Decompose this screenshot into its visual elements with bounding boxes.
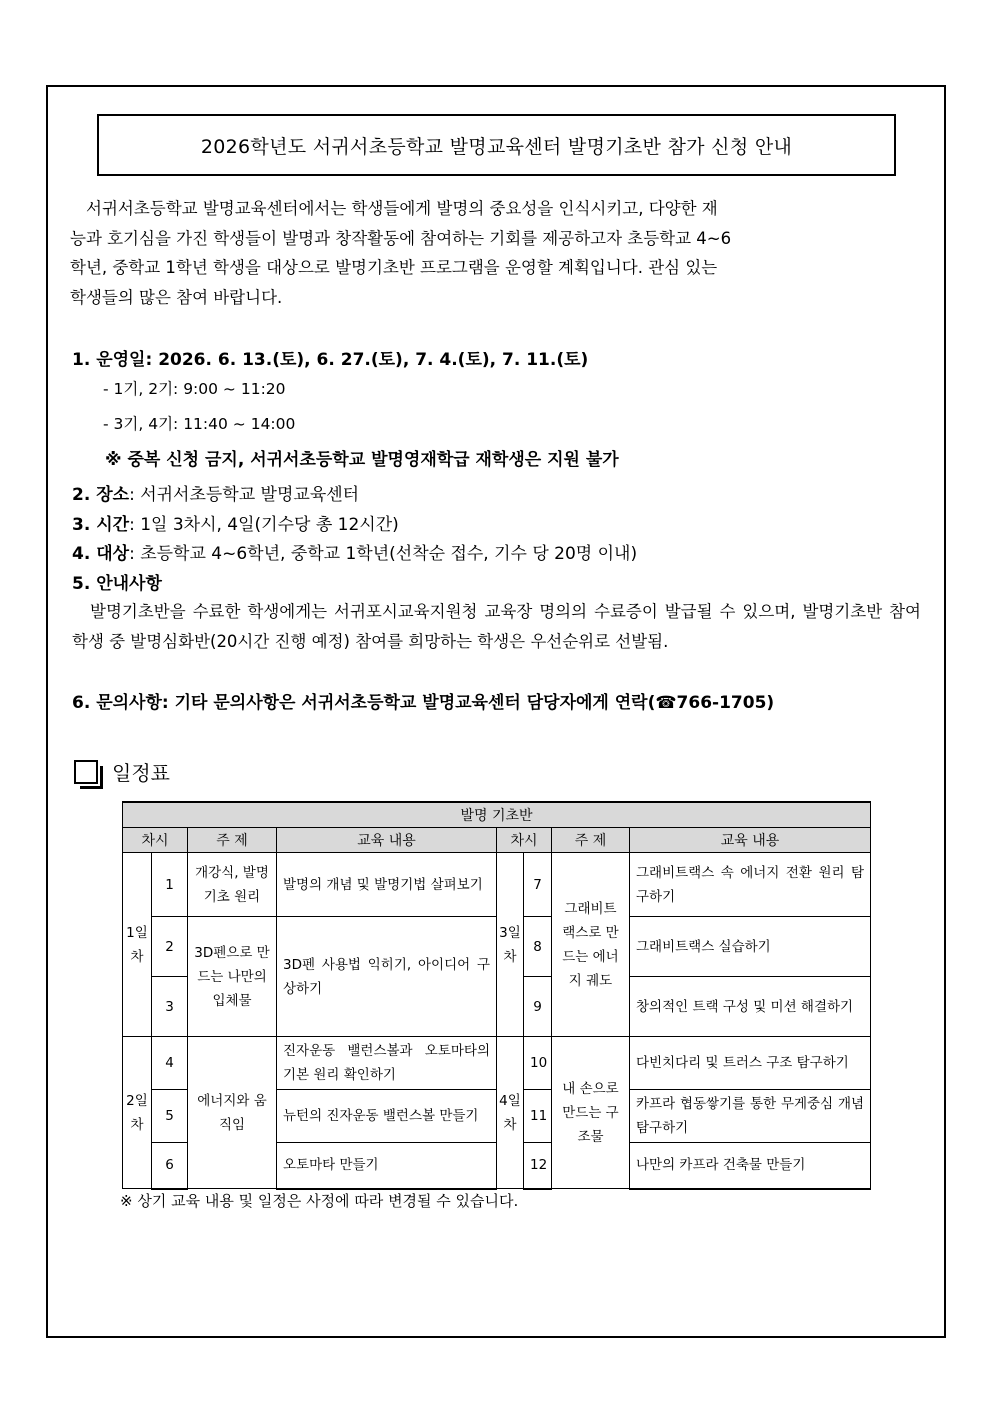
- item-time: [72, 510, 399, 535]
- header-content: 교육 내용: [277, 828, 497, 853]
- item-location-value: : 서귀서초등학교 발명교육센터: [129, 485, 360, 505]
- table-row: [123, 1037, 871, 1090]
- item-target-value: : 초등학교 4~6학년, 중학교 1학년(선착순 접수, 기수 당 20명 이내): [129, 544, 638, 564]
- topic-cell: 개강식, 발명 기초 원리: [188, 853, 277, 917]
- session-cell: 4: [152, 1037, 188, 1090]
- content-cell: 창의적인 트랙 구성 및 미션 해결하기: [630, 977, 871, 1037]
- item-location-label: 2. 장소: [72, 485, 130, 505]
- schedule-note: ※ 상기 교육 내용 및 일정은 사정에 따라 변경될 수 있습니다.: [120, 1192, 519, 1210]
- session-cell: 9: [524, 977, 552, 1037]
- header-session-2: 차시: [497, 828, 552, 853]
- document-title: [97, 114, 896, 176]
- intro-line-2: 능과 호기심을 가진 학생들이 발명과 창작활동에 참여하는 기회를 제공하고자 초등학교 4~6: [70, 228, 732, 248]
- session-cell: 2: [152, 917, 188, 977]
- item-notice-body: 발명기초반을 수료한 학생에게는 서귀포시교육지원청 교육장 명의의 수료증이 발급될 수 있으며, 발명기초반 참여 학생 중 발명심화반(20시간 진행 예정) 참여를 희망하는 학생은 우선순위로 선발됨.: [72, 602, 921, 651]
- content-cell: 그래비트랙스 실습하기: [630, 917, 871, 977]
- content-cell: 그래비트랙스 속 에너지 전환 원리 탐구하기: [630, 853, 871, 917]
- table-title: 발명 기초반: [123, 802, 871, 828]
- content-cell: 나만의 카프라 건축물 만들기: [630, 1143, 871, 1189]
- topic-cell: 그래비트랙스로 만드는 에너지 궤도: [552, 853, 630, 1037]
- content-cell: 발명의 개념 및 발명기법 살펴보기: [277, 853, 497, 917]
- session-cell: 11: [524, 1090, 552, 1143]
- item-operating-days: 1. 운영일: 2026. 6. 13.(토), 6. 27.(토), 7. 4.(토), 7. 11.(토): [72, 350, 589, 370]
- item-contact: 6. 문의사항: 기타 문의사항은 서귀서초등학교 발명교육센터 담당자에게 연락(☎766-1705): [72, 693, 775, 713]
- session-cell: 3: [152, 977, 188, 1037]
- schedule-heading: [74, 757, 170, 786]
- content-cell: 진자운동 밸런스볼과 오토마타의 기본 원리 확인하기: [277, 1037, 497, 1090]
- session-cell: 6: [152, 1143, 188, 1189]
- session-cell: 5: [152, 1090, 188, 1143]
- table-row: [123, 853, 871, 917]
- session-cell: 10: [524, 1037, 552, 1090]
- document-title-text: 2026학년도 서귀서초등학교 발명교육센터 발명기초반 참가 신청 안내: [200, 135, 793, 158]
- day-2-cell: 2일 차: [123, 1037, 152, 1189]
- intro-line-3: 학년, 중학교 1학년 학생을 대상으로 발명기초반 프로그램을 운영할 계획입니다. 관심 있는: [70, 258, 718, 277]
- session-cell: 12: [524, 1143, 552, 1189]
- content-cell: 오토마타 만들기: [277, 1143, 497, 1189]
- item-time-value: : 1일 3차시, 4일(기수당 총 12시간): [129, 515, 399, 535]
- session-cell: 1: [152, 853, 188, 917]
- item-location: [72, 480, 359, 505]
- header-content-2: 교육 내용: [630, 828, 871, 853]
- intro-paragraph: [70, 194, 921, 312]
- day-3-cell: 3일 차: [497, 853, 524, 1037]
- item-restriction-note: ※ 중복 신청 금지, 서귀서초등학교 발명영재학급 재학생은 지원 불가: [105, 450, 619, 470]
- header-topic-2: 주 제: [552, 828, 630, 853]
- session-cell: 7: [524, 853, 552, 917]
- topic-cell: 에너지와 움직임: [188, 1037, 277, 1189]
- header-topic: 주 제: [188, 828, 277, 853]
- header-session: 차시: [123, 828, 188, 853]
- content-cell: 카프라 협동쌓기를 통한 무게중심 개념 탐구하기: [630, 1090, 871, 1143]
- item-time-slot-1: - 1기, 2기: 9:00 ~ 11:20: [103, 380, 286, 398]
- content-cell: 다빈치다리 및 트러스 구조 탐구하기: [630, 1037, 871, 1090]
- item-target: [72, 539, 637, 564]
- item-time-slot-2: - 3기, 4기: 11:40 ~ 14:00: [103, 415, 296, 433]
- session-cell: 8: [524, 917, 552, 977]
- day-4-cell: 4일 차: [497, 1037, 524, 1189]
- schedule-table: [122, 801, 871, 1190]
- schedule-heading-text: 일정표: [112, 761, 170, 785]
- intro-line-1: 서귀서초등학교 발명교육센터에서는 학생들에게 발명의 중요성을 인식시키고, 다양한 재: [86, 199, 718, 218]
- item-time-label: 3. 시간: [72, 515, 130, 535]
- checkbox-icon: [74, 760, 98, 784]
- day-1-cell: 1일 차: [123, 853, 152, 1037]
- content-cell: 3D펜 사용법 익히기, 아이디어 구상하기: [277, 917, 497, 1037]
- item-notice-heading: 5. 안내사항: [72, 574, 162, 594]
- item-target-label: 4. 대상: [72, 544, 130, 564]
- topic-cell: 내 손으로 만드는 구조물: [552, 1037, 630, 1189]
- content-cell: 뉴턴의 진자운동 밸런스볼 만들기: [277, 1090, 497, 1143]
- topic-cell: 3D펜으로 만드는 나만의 입체물: [188, 917, 277, 1037]
- intro-line-4: 학생들의 많은 참여 바랍니다.: [70, 287, 283, 307]
